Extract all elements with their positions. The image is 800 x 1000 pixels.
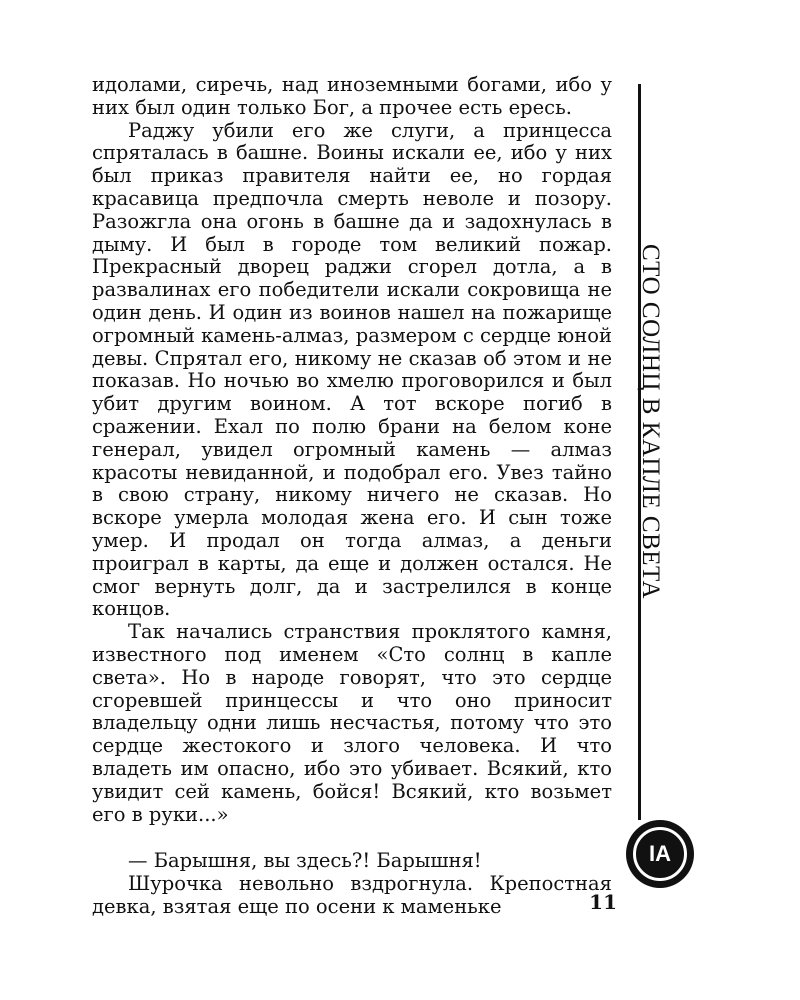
running-head: СТО СОЛНЦ В КАПЛЕ СВЕТА xyxy=(637,244,664,600)
section-gap xyxy=(92,826,612,850)
series-badge xyxy=(626,820,694,888)
paragraph-5: Шурочка невольно вздрогнула. Крепостная девка, взятая еще по осени к маменьке xyxy=(92,872,612,918)
paragraph-1: идолами, сиречь, над иноземными богами, ибо у них был один только Бог, а прочее есть ересь. xyxy=(92,73,612,119)
page-body xyxy=(92,74,612,919)
page-number: 11 xyxy=(589,890,617,914)
series-badge-label: ІА xyxy=(633,827,687,881)
paragraph-3: Так начались странствия проклятого камня, известного под именем «Сто солнц в капле света». Но в народе говорят, что это сердце сгоревшей принцессы и что оно приносит владельцу одни лишь несчастья, потому что это сердце жестокого и злого человека. И что владеть им опасно, ибо это убивает. Всякий, кто увидит сей камень, бойся! Всякий, кто возьмет его в руки...» xyxy=(92,620,612,826)
paragraph-2: Раджу убили его же слуги, а принцесса спряталась в башне. Воины искали ее, ибо у них был приказ правителя найти ее, но гордая красавица предпочла смерть неволе и позору. Разожгла она огонь в башне да и задохнулась в дыму. И был в городе том великий пожар. Прекрасный дворец раджи сгорел дотла, а в развалинах его победители искали сокровища не один день. И один из воинов нашел на пожарище огромный камень-алмаз, размером с сердце юной девы. Спрятал его, никому не сказав об этом и не показав. Но ночью во хмелю проговорился и был убит другим воином. А тот вскоре погиб в сражении. Ехал по полю брани на белом коне генерал, увидел огромный камень — алмаз красоты невиданной, и подобрал его. Увез тайно в свою страну, никому ничего не сказав. Но вскоре умерла молодая жена его. И сын тоже умер. И продал он тогда алмаз, а деньги проиграл в карты, да еще и должен остался. Не смог вернуть долг, да и застрелился в конце концов. xyxy=(92,118,612,621)
paragraph-4: — Барышня, вы здесь?! Барышня! xyxy=(128,849,482,873)
